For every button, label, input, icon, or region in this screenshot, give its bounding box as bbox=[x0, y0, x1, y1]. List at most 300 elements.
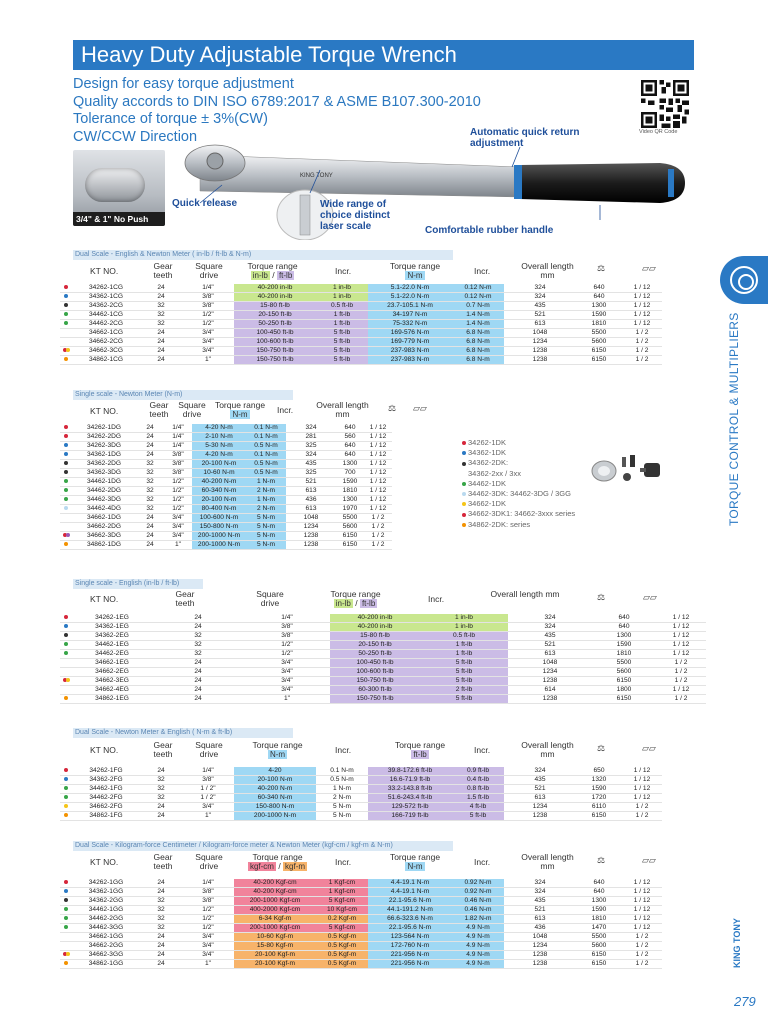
color-dot-cell bbox=[60, 487, 72, 496]
cell-r1: 150-800 N-m bbox=[192, 523, 246, 532]
cell-w: 6150 bbox=[576, 356, 622, 365]
cell-teeth: 24 bbox=[140, 879, 182, 888]
cell-len: 435 bbox=[508, 632, 592, 641]
color-dot bbox=[64, 889, 68, 893]
color-dot bbox=[64, 907, 68, 911]
cell-i2: 1.4 N-m bbox=[452, 311, 504, 320]
cell-w: 700 bbox=[336, 469, 364, 478]
cell-r1: 10-60 N-m bbox=[192, 469, 246, 478]
cell-len: 1048 bbox=[504, 329, 576, 338]
cell-w: 1810 bbox=[576, 320, 622, 329]
cell-teeth: 24 bbox=[140, 951, 182, 960]
ratchet-label: 3/4" & 1" No Push bbox=[73, 212, 165, 226]
col-header-incr: Incr. bbox=[335, 745, 352, 755]
cell-r1: 40-200 in-lb bbox=[234, 293, 316, 302]
table-row bbox=[60, 487, 392, 496]
cell-w: 560 bbox=[336, 433, 364, 442]
col-header-drive: Square drive bbox=[195, 261, 223, 280]
color-dot-cell bbox=[60, 659, 72, 668]
spec-table-single-english bbox=[60, 614, 706, 704]
cell-len: 613 bbox=[286, 487, 336, 496]
legend-dot bbox=[462, 482, 466, 486]
color-dot-cell bbox=[60, 785, 72, 794]
col-header-torque-nm: Torque range N-m bbox=[389, 852, 441, 871]
cell-kt: 34362-1CG bbox=[72, 293, 140, 302]
legend-label: 34662-1DK bbox=[468, 499, 506, 509]
cell-i1: 1 ft-lb bbox=[420, 641, 508, 650]
cell-r2: 39.8-172.6 ft-lb bbox=[368, 767, 452, 776]
cell-kt: 34862-1FG bbox=[72, 812, 140, 821]
color-dot-cell bbox=[60, 623, 72, 632]
color-dot bbox=[64, 470, 68, 474]
cell-r1: 60-340 N-m bbox=[234, 794, 316, 803]
cell-teeth: 24 bbox=[136, 424, 164, 433]
quick-release-callout: Quick release bbox=[172, 198, 238, 209]
cell-i1: 5 N-m bbox=[246, 523, 286, 532]
cell-drive: 1/4" bbox=[182, 284, 234, 293]
cell-r2: 51.6-243.4 ft-lb bbox=[368, 794, 452, 803]
table-row bbox=[60, 677, 706, 686]
cell-len: 324 bbox=[286, 424, 336, 433]
cell-i1: 1 in-lb bbox=[316, 293, 368, 302]
cell-pk: 1 / 2 bbox=[622, 347, 662, 356]
box-icon: ▱▱ bbox=[642, 263, 656, 273]
cell-pk: 1 / 12 bbox=[622, 915, 662, 924]
color-dot-cell bbox=[60, 960, 72, 969]
cell-teeth: 32 bbox=[152, 650, 244, 659]
color-dot bbox=[64, 434, 68, 438]
col-header-incr: Incr. bbox=[335, 266, 352, 276]
cell-i1: 2 ft-lb bbox=[420, 686, 508, 695]
color-dot-cell bbox=[60, 505, 72, 514]
cell-kt: 34462-2CG bbox=[72, 320, 140, 329]
cell-pk: 1 / 12 bbox=[656, 614, 706, 623]
cell-teeth: 24 bbox=[152, 668, 244, 677]
cell-r1: 100-600 ft-lb bbox=[330, 668, 420, 677]
cell-w: 1590 bbox=[576, 311, 622, 320]
color-dot-cell bbox=[60, 641, 72, 650]
cell-teeth: 24 bbox=[140, 329, 182, 338]
cell-drive: 1/2" bbox=[182, 924, 234, 933]
cell-kt: 34462-1EG bbox=[72, 641, 152, 650]
color-dot-cell bbox=[60, 812, 72, 821]
cell-kt: 34662-3GG bbox=[72, 951, 140, 960]
color-dot-cell bbox=[60, 284, 72, 293]
wide-range-callout: Wide range of choice distinct laser scale bbox=[320, 199, 391, 232]
cell-r2: 33.2-143.8 ft-lb bbox=[368, 785, 452, 794]
col-header-length: Overall length mm bbox=[490, 589, 560, 599]
cell-r1: 10-60 Kgf-m bbox=[234, 933, 316, 942]
cell-drive: 1/2" bbox=[182, 320, 234, 329]
cell-r2: 237-983 N-m bbox=[368, 347, 452, 356]
col-header-kt: KT NO. bbox=[90, 594, 119, 604]
cell-pk: 1 / 12 bbox=[622, 767, 662, 776]
table-row bbox=[60, 514, 392, 523]
feature-item: CW/CCW Direction bbox=[73, 128, 198, 145]
cell-len: 324 bbox=[508, 614, 592, 623]
spec-table-dual-nm-english bbox=[60, 767, 662, 821]
cell-drive: 1/4" bbox=[244, 614, 330, 623]
cell-len: 1234 bbox=[504, 942, 576, 951]
color-dot-cell bbox=[60, 514, 72, 523]
table-row bbox=[60, 356, 662, 365]
cell-teeth: 32 bbox=[140, 915, 182, 924]
color-dot bbox=[64, 804, 68, 808]
table-row bbox=[60, 924, 662, 933]
section-title: Dual Scale - Kilogram-force Centimeter / Kilogram-force meter & Newton Meter (kgf-cm / kgf-m & N-m) bbox=[73, 841, 453, 851]
cell-len: 1234 bbox=[286, 523, 336, 532]
cell-r1: 15-80 ft-lb bbox=[330, 632, 420, 641]
cell-r1: 40-200 in-lb bbox=[330, 614, 420, 623]
col-header-incr-ftlb: Incr. bbox=[474, 745, 491, 755]
brand-logo: KING TONY bbox=[732, 918, 742, 968]
color-dot bbox=[64, 497, 68, 501]
cell-i1: 1 Kgf-cm bbox=[316, 879, 368, 888]
cell-len: 281 bbox=[286, 433, 336, 442]
torque-wrench-illustration bbox=[160, 125, 690, 240]
color-dot bbox=[64, 294, 68, 298]
cell-pk: 1 / 12 bbox=[622, 776, 662, 785]
cell-i1: 5 ft-lb bbox=[316, 347, 368, 356]
cell-teeth: 24 bbox=[136, 451, 164, 460]
cell-teeth: 24 bbox=[140, 803, 182, 812]
table-row bbox=[60, 347, 662, 356]
cell-pk: 1 / 12 bbox=[622, 320, 662, 329]
cell-i2: 6.8 N-m bbox=[452, 356, 504, 365]
color-dot bbox=[64, 795, 68, 799]
cell-w: 1720 bbox=[576, 794, 622, 803]
cell-teeth: 24 bbox=[136, 532, 164, 541]
cell-teeth: 24 bbox=[152, 614, 244, 623]
cell-r2: 221-956 N-m bbox=[368, 960, 452, 969]
section-title: Single scale - Newton Meter (N-m) bbox=[73, 390, 293, 400]
cell-drive: 1/2" bbox=[244, 641, 330, 650]
cell-r1: 40-200 Kgf-cm bbox=[234, 888, 316, 897]
col-header-kt: KT NO. bbox=[90, 406, 119, 416]
color-dot-cell bbox=[60, 451, 72, 460]
cell-pk: 1 / 12 bbox=[622, 284, 662, 293]
cell-len: 1238 bbox=[286, 532, 336, 541]
cell-kt: 34462-1CG bbox=[72, 311, 140, 320]
cell-pk: 1 / 2 bbox=[622, 933, 662, 942]
cell-len: 435 bbox=[504, 776, 576, 785]
cell-kt: 34662-1CG bbox=[72, 329, 140, 338]
legend-label: 34362-2xx / 3xx bbox=[468, 468, 521, 478]
cell-r2: 23.7-105.1 N-m bbox=[368, 302, 452, 311]
cell-drive: 3/4" bbox=[244, 659, 330, 668]
col-header-incr: Incr. bbox=[335, 857, 352, 867]
cell-drive: 3/4" bbox=[244, 668, 330, 677]
cell-drive: 1/2" bbox=[182, 906, 234, 915]
color-dot bbox=[64, 488, 68, 492]
cell-pk: 1 / 12 bbox=[622, 879, 662, 888]
svg-text:KING TONY: KING TONY bbox=[300, 173, 333, 179]
cell-i1: 1 ft-lb bbox=[316, 311, 368, 320]
cell-drive: 1/4" bbox=[182, 879, 234, 888]
cell-r2: 75-332 N-m bbox=[368, 320, 452, 329]
cell-r1: 100-600 ft-lb bbox=[234, 338, 316, 347]
cell-len: 1238 bbox=[286, 541, 336, 550]
cell-i2: 0.8 ft-lb bbox=[452, 785, 504, 794]
cell-r1: 200-1000 N-m bbox=[192, 532, 246, 541]
color-dot-cell bbox=[60, 677, 72, 686]
cell-teeth: 24 bbox=[140, 888, 182, 897]
scale-icon: ⚖ bbox=[388, 403, 397, 413]
cell-pk: 1 / 12 bbox=[622, 785, 662, 794]
cell-len: 435 bbox=[504, 302, 576, 311]
section-title: Single scale - English (in-lb / ft-lb) bbox=[73, 579, 203, 589]
cell-r1: 150-750 ft-lb bbox=[234, 347, 316, 356]
col-header-length: Overall length mm bbox=[521, 261, 574, 280]
cell-pk: 1 / 12 bbox=[364, 460, 392, 469]
cell-pk: 1 / 2 bbox=[622, 942, 662, 951]
col-header-incr-nm: Incr. bbox=[474, 857, 491, 867]
cell-len: 1238 bbox=[504, 960, 576, 969]
cell-drive: 1/2" bbox=[244, 650, 330, 659]
cell-drive: 1/4" bbox=[182, 767, 234, 776]
col-header-drive: Square drive bbox=[178, 400, 206, 419]
cell-w: 1320 bbox=[576, 776, 622, 785]
cell-drive: 1 / 2" bbox=[182, 794, 234, 803]
color-dot bbox=[64, 312, 68, 316]
table-row bbox=[60, 933, 662, 942]
cell-w: 1300 bbox=[592, 632, 656, 641]
cell-i1: 0.1 N-m bbox=[316, 767, 368, 776]
box-icon: ▱▱ bbox=[413, 403, 427, 413]
cell-len: 613 bbox=[504, 915, 576, 924]
cell-i1: 0.1 N-m bbox=[246, 424, 286, 433]
cell-kt: 34362-2GG bbox=[72, 897, 140, 906]
cell-i2: 4.9 N-m bbox=[452, 933, 504, 942]
cell-i1: 5 Kgf-cm bbox=[316, 897, 368, 906]
cell-w: 6150 bbox=[576, 951, 622, 960]
cell-kt: 34362-2EG bbox=[72, 632, 152, 641]
cell-w: 640 bbox=[576, 293, 622, 302]
cell-kt: 34462-1DG bbox=[72, 478, 136, 487]
table-row bbox=[60, 338, 662, 347]
color-dot bbox=[64, 615, 68, 619]
cell-len: 324 bbox=[286, 451, 336, 460]
color-dot-cell bbox=[60, 356, 72, 365]
cell-kt: 34862-1DG bbox=[72, 541, 136, 550]
cell-drive: 3/4" bbox=[182, 803, 234, 812]
table-row bbox=[60, 641, 706, 650]
feature-item: Quality accords to DIN ISO 6789:2017 & ASME B107.300-2010 bbox=[73, 93, 481, 110]
cell-i1: 1 Kgf-cm bbox=[316, 888, 368, 897]
cell-drive: 1/2" bbox=[164, 487, 192, 496]
cell-drive: 3/8" bbox=[164, 451, 192, 460]
color-dot bbox=[66, 348, 70, 352]
color-dot-cell bbox=[60, 668, 72, 677]
cell-i1: 0.1 N-m bbox=[246, 451, 286, 460]
cell-r1: 80-400 N-m bbox=[192, 505, 246, 514]
col-header-drive: Square drive bbox=[256, 589, 284, 608]
cell-pk: 1 / 12 bbox=[364, 478, 392, 487]
cell-i1: 0.5 N-m bbox=[246, 469, 286, 478]
cell-kt: 34662-1GG bbox=[72, 933, 140, 942]
cell-pk: 1 / 12 bbox=[364, 433, 392, 442]
color-dot-cell bbox=[60, 897, 72, 906]
cell-i1: 0.5 ft-lb bbox=[420, 632, 508, 641]
cell-teeth: 24 bbox=[140, 942, 182, 951]
cell-drive: 1/2" bbox=[182, 311, 234, 320]
legend-label: 34462-1DK bbox=[468, 478, 506, 488]
auto-return-callout: Automatic quick return adjustment bbox=[470, 127, 580, 149]
cell-kt: 34362-2CG bbox=[72, 302, 140, 311]
cell-w: 5500 bbox=[576, 329, 622, 338]
color-dot-cell bbox=[60, 632, 72, 641]
col-header-incr-nm: Incr. bbox=[474, 266, 491, 276]
color-dot-cell bbox=[60, 460, 72, 469]
cell-kt: 34662-2CG bbox=[72, 338, 140, 347]
cell-len: 324 bbox=[504, 879, 576, 888]
cell-len: 1238 bbox=[504, 951, 576, 960]
page-number: 279 bbox=[734, 994, 756, 1009]
color-dot-cell bbox=[60, 686, 72, 695]
table-row bbox=[60, 623, 706, 632]
cell-r1: 60-340 N-m bbox=[192, 487, 246, 496]
cell-i1: 2 N-m bbox=[316, 794, 368, 803]
cell-r1: 6-34 Kgf-m bbox=[234, 915, 316, 924]
color-dot bbox=[64, 898, 68, 902]
color-dot-cell bbox=[60, 951, 72, 960]
cell-kt: 34262-1CG bbox=[72, 284, 140, 293]
cell-len: 1234 bbox=[504, 803, 576, 812]
cell-teeth: 24 bbox=[140, 960, 182, 969]
color-dot bbox=[64, 303, 68, 307]
color-dot bbox=[64, 452, 68, 456]
color-dot bbox=[64, 542, 68, 546]
cell-w: 640 bbox=[336, 451, 364, 460]
cell-i1: 0.2 Kgf-m bbox=[316, 915, 368, 924]
cell-kt: 34362-1GG bbox=[72, 888, 140, 897]
cell-i1: 1 N-m bbox=[246, 478, 286, 487]
cell-teeth: 24 bbox=[140, 284, 182, 293]
col-header-torque: Torque range N-m bbox=[214, 400, 266, 419]
cell-i1: 1 ft-lb bbox=[420, 650, 508, 659]
cell-pk: 1 / 12 bbox=[622, 293, 662, 302]
cell-pk: 1 / 12 bbox=[364, 424, 392, 433]
cell-i1: 5 ft-lb bbox=[420, 659, 508, 668]
table-row bbox=[60, 794, 662, 803]
cell-pk: 1 / 2 bbox=[364, 523, 392, 532]
cell-i1: 2 N-m bbox=[246, 487, 286, 496]
cell-drive: 3/4" bbox=[182, 338, 234, 347]
qr-code-icon[interactable] bbox=[641, 80, 689, 128]
cell-pk: 1 / 2 bbox=[622, 803, 662, 812]
cell-r1: 50-250 ft-lb bbox=[330, 650, 420, 659]
table-row bbox=[60, 505, 392, 514]
cell-i2: 0.7 N-m bbox=[452, 302, 504, 311]
cell-r2: 5.1-22.0 N-m bbox=[368, 293, 452, 302]
cell-r1: 100-600 N-m bbox=[192, 514, 246, 523]
table-row bbox=[60, 496, 392, 505]
cell-teeth: 32 bbox=[140, 924, 182, 933]
cell-len: 521 bbox=[504, 311, 576, 320]
cell-w: 6150 bbox=[576, 347, 622, 356]
cell-i2: 0.9 ft-lb bbox=[452, 767, 504, 776]
cell-w: 1590 bbox=[576, 785, 622, 794]
cell-i1: 0.5 N-m bbox=[246, 442, 286, 451]
cell-drive: 1 / 2" bbox=[182, 785, 234, 794]
cell-i1: 0.5 ft-lb bbox=[316, 302, 368, 311]
legend-label: 34662-3DK1: 34662-3xxx series bbox=[468, 509, 576, 519]
cell-teeth: 24 bbox=[140, 293, 182, 302]
cell-pk: 1 / 2 bbox=[622, 338, 662, 347]
table-row bbox=[60, 442, 392, 451]
color-dot-cell bbox=[60, 320, 72, 329]
scale-icon: ⚖ bbox=[597, 855, 606, 865]
cell-i2: 0.46 N-m bbox=[452, 906, 504, 915]
cell-pk: 1 / 2 bbox=[364, 514, 392, 523]
cell-kt: 34462-1FG bbox=[72, 785, 140, 794]
spec-table-single-nm bbox=[60, 424, 392, 550]
cell-teeth: 24 bbox=[136, 523, 164, 532]
color-dot-cell bbox=[60, 888, 72, 897]
legend-dot bbox=[462, 502, 466, 506]
table-row bbox=[60, 293, 662, 302]
cell-kt: 34262-1EG bbox=[72, 614, 152, 623]
table-row bbox=[60, 879, 662, 888]
cell-r2: 123-564 N-m bbox=[368, 933, 452, 942]
cell-pk: 1 / 2 bbox=[656, 695, 706, 704]
cell-pk: 1 / 2 bbox=[622, 329, 662, 338]
cell-drive: 1/2" bbox=[164, 505, 192, 514]
cell-teeth: 24 bbox=[136, 442, 164, 451]
table-row bbox=[60, 532, 392, 541]
cell-i1: 1 N-m bbox=[316, 785, 368, 794]
cell-r2: 129-572 ft-lb bbox=[368, 803, 452, 812]
cell-w: 1590 bbox=[592, 641, 656, 650]
table-row bbox=[60, 785, 662, 794]
legend-label: 34362-1DK bbox=[468, 448, 506, 458]
color-dot-cell bbox=[60, 794, 72, 803]
cell-drive: 3/4" bbox=[244, 677, 330, 686]
color-dot-cell bbox=[60, 442, 72, 451]
ratchet-head-photo bbox=[73, 150, 165, 226]
cell-r1: 200-1000 Kgf-cm bbox=[234, 897, 316, 906]
cell-w: 640 bbox=[336, 424, 364, 433]
legend-dot bbox=[462, 441, 466, 445]
cell-kt: 34262-1DG bbox=[72, 424, 136, 433]
cell-drive: 3/8" bbox=[244, 623, 330, 632]
color-dot bbox=[64, 651, 68, 655]
cell-w: 5600 bbox=[592, 668, 656, 677]
cell-w: 6150 bbox=[576, 960, 622, 969]
cell-pk: 1 / 12 bbox=[622, 897, 662, 906]
cell-kt: 34462-2DG bbox=[72, 487, 136, 496]
cell-len: 324 bbox=[504, 888, 576, 897]
cell-kt: 34362-2DG bbox=[72, 460, 136, 469]
cell-teeth: 24 bbox=[136, 541, 164, 550]
col-header-teeth: Gear teeth bbox=[153, 852, 173, 871]
cell-i1: 5 ft-lb bbox=[420, 695, 508, 704]
color-dot bbox=[64, 461, 68, 465]
cell-kt: 34462-4DG bbox=[72, 505, 136, 514]
cell-kt: 34462-2FG bbox=[72, 794, 140, 803]
cell-pk: 1 / 12 bbox=[622, 311, 662, 320]
table-row bbox=[60, 451, 392, 460]
cell-r2: 4.4-19.1 N-m bbox=[368, 879, 452, 888]
cell-teeth: 32 bbox=[136, 469, 164, 478]
cell-i1: 5 ft-lb bbox=[316, 356, 368, 365]
cell-drive: 3/8" bbox=[182, 888, 234, 897]
table-row bbox=[60, 915, 662, 924]
cell-drive: 3/4" bbox=[182, 942, 234, 951]
color-dot-cell bbox=[60, 338, 72, 347]
table-row bbox=[60, 659, 706, 668]
cell-teeth: 24 bbox=[152, 659, 244, 668]
